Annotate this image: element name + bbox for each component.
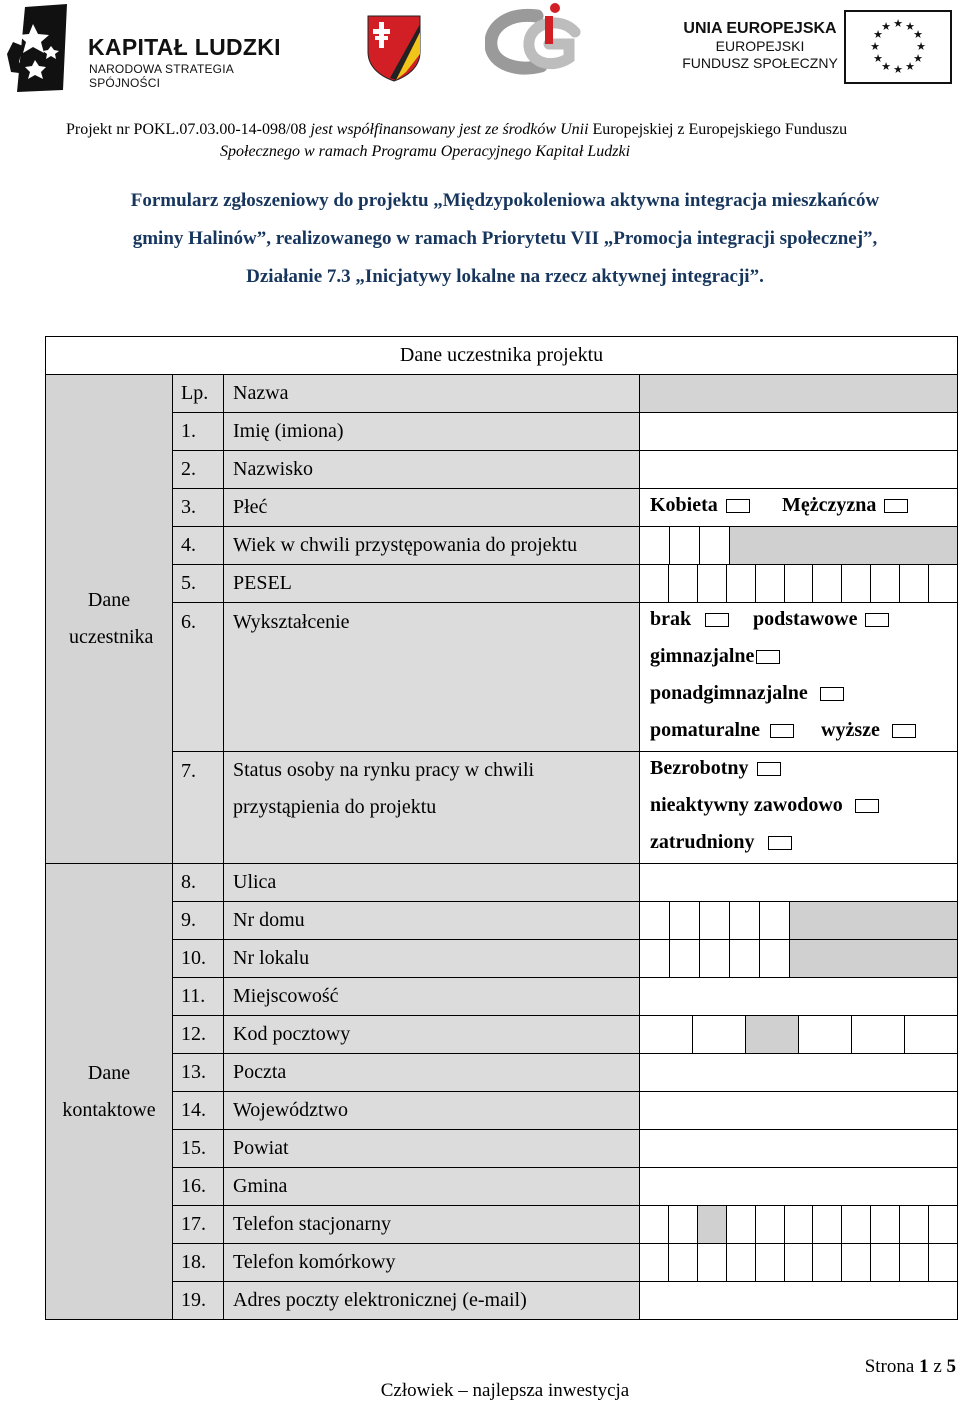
education-secondary-checkbox[interactable] (820, 687, 844, 701)
row-num: 1. (173, 413, 224, 451)
row-label: Nr domu (224, 902, 640, 940)
row-label: Wykształcenie (224, 603, 640, 752)
row-num: 18. (173, 1244, 224, 1282)
status-inactive-label: nieaktywny zawodowo (650, 794, 843, 816)
mobile-digit-cell[interactable] (871, 1244, 900, 1281)
landline-digit-cell[interactable] (929, 1206, 957, 1243)
page-current: 1 (919, 1356, 929, 1377)
eu-logo (680, 20, 840, 72)
house-number-cell[interactable] (670, 902, 700, 939)
group-label-contact (46, 864, 173, 1320)
project-funding-text3: Społecznego w ramach Programu Operacyjnego Kapitał Ludzki (220, 143, 631, 160)
kapital-ludzki-subtitle: NARODOWA STRATEGIA SPÓJNOŚCI (89, 62, 234, 90)
education-option-none (650, 608, 729, 631)
project-number: Projekt nr POKL.07.03.00-14-098/08 (66, 121, 307, 138)
local-initiative-logo-icon (485, 2, 585, 80)
postal-code-cell[interactable] (799, 1016, 852, 1053)
landline-digit-cell[interactable] (640, 1206, 669, 1243)
pesel-digit-cell[interactable] (698, 565, 727, 602)
svg-text:★: ★ (913, 52, 923, 65)
svg-text:★: ★ (913, 28, 923, 41)
house-number-blank-cell (790, 902, 957, 939)
row-label: Wiek w chwili przystępowania do projektu (224, 527, 640, 565)
page-total: 5 (946, 1356, 956, 1377)
row-label: Adres poczty elektronicznej (e-mail) (224, 1282, 640, 1320)
header-blank-cell (640, 375, 958, 413)
row-label: Nazwisko (224, 451, 640, 489)
apartment-number-cell[interactable] (640, 940, 670, 977)
row-num: 12. (173, 1016, 224, 1054)
education-postsecondary-checkbox[interactable] (770, 724, 794, 738)
mobile-digit-cell[interactable] (640, 1244, 669, 1281)
post-office-field[interactable] (640, 1054, 958, 1092)
first-name-field[interactable] (640, 413, 958, 451)
apartment-number-cell[interactable] (760, 940, 790, 977)
house-number-cell[interactable] (730, 902, 760, 939)
pesel-digit-cells (640, 565, 957, 602)
name-header: Nazwa (224, 375, 640, 413)
project-funding-line1 (66, 121, 847, 139)
landline-digit-cell[interactable] (727, 1206, 756, 1243)
row-num: 2. (173, 451, 224, 489)
group-label-participant (46, 375, 173, 864)
kapital-ludzki-name: KAPITAŁ LUDZKI (88, 34, 281, 60)
status-option-inactive (650, 794, 879, 817)
row-label: Kod pocztowy (224, 1016, 640, 1054)
mobile-digit-cell[interactable] (929, 1244, 957, 1281)
email-field[interactable] (640, 1282, 958, 1320)
form-title-line2: gminy Halinów”, realizowanego w ramach Priorytetu VII „Promocja integracji społecznej”, (132, 228, 878, 249)
footer-slogan: Człowiek – najlepsza inwestycja (380, 1380, 630, 1401)
row-label: Telefon stacjonarny (224, 1206, 640, 1244)
status-employed-checkbox[interactable] (768, 836, 792, 850)
lp-header: Lp. (173, 375, 224, 413)
landline-digit-cell[interactable] (669, 1206, 698, 1243)
row-label: Województwo (224, 1092, 640, 1130)
row-num: 7. (173, 752, 224, 864)
row-label-status (224, 752, 640, 864)
education-option-postsecondary (650, 719, 794, 742)
row-label: Ulica (224, 864, 640, 902)
apartment-number-field (640, 940, 958, 978)
mobile-digit-cell[interactable] (900, 1244, 929, 1281)
pesel-digit-cell[interactable] (756, 565, 785, 602)
city-field[interactable] (640, 978, 958, 1016)
status-employed-label: zatrudniony (650, 831, 755, 853)
row-num: 13. (173, 1054, 224, 1092)
pesel-digit-cell[interactable] (640, 565, 669, 602)
eu-name: UNIA EUROPEJSKA (683, 20, 837, 37)
row-num: 14. (173, 1092, 224, 1130)
row-label: Gmina (224, 1168, 640, 1206)
form-title-line3: Działanie 7.3 „Inicjatywy lokalne na rzecz aktywnej integracji”. (246, 266, 764, 287)
participant-form-table (45, 336, 958, 1320)
mobile-digit-cells (640, 1244, 957, 1281)
commune-field[interactable] (640, 1168, 958, 1206)
row-label: Status osoby na rynku pracy w chwili (233, 759, 535, 781)
postal-code-separator-cell (746, 1016, 799, 1053)
kapital-ludzki-logo (5, 2, 305, 97)
education-option-gymnasium (650, 645, 780, 668)
pesel-digit-cell[interactable] (785, 565, 814, 602)
education-option-primary (753, 608, 889, 631)
mobile-digit-cell[interactable] (698, 1244, 727, 1281)
mobile-digit-cell[interactable] (842, 1244, 871, 1281)
form-title-line1: Formularz zgłoszeniowy do projektu „Międzypokoleniowa aktywna integracja mieszkańców (130, 190, 880, 211)
mobile-digit-cell[interactable] (756, 1244, 785, 1281)
education-option-secondary (650, 682, 844, 705)
eu-flag-icon (844, 10, 952, 84)
house-number-cell[interactable] (760, 902, 790, 939)
postal-code-cell[interactable] (693, 1016, 746, 1053)
row-label: Powiat (224, 1130, 640, 1168)
apartment-number-cell[interactable] (730, 940, 760, 977)
svg-text:★: ★ (870, 40, 880, 53)
status-options-cell (640, 752, 958, 864)
landline-digit-cell[interactable] (756, 1206, 785, 1243)
landline-digit-cell[interactable] (900, 1206, 929, 1243)
eu-fund-line1: EUROPEJSKI (715, 38, 805, 54)
sex-male-checkbox[interactable] (884, 499, 908, 513)
mobile-digit-cell[interactable] (727, 1244, 756, 1281)
sex-female-label: Kobieta (650, 494, 718, 516)
house-number-field (640, 902, 958, 940)
house-number-cell[interactable] (640, 902, 670, 939)
table-heading: Dane uczestnika projektu (46, 337, 958, 375)
mobile-digit-cell[interactable] (813, 1244, 842, 1281)
row-num: 8. (173, 864, 224, 902)
page-of: z (933, 1356, 942, 1377)
svg-text:★: ★ (881, 20, 891, 33)
svg-text:★: ★ (893, 17, 903, 30)
apartment-number-blank-cell (790, 940, 957, 977)
svg-text:★: ★ (893, 63, 903, 76)
status-unemployed-label: Bezrobotny (650, 757, 749, 779)
row-num: 4. (173, 527, 224, 565)
age-blank-cell (730, 527, 957, 564)
education-options-cell (640, 603, 958, 752)
row-label: Płeć (224, 489, 640, 527)
svg-text:★: ★ (873, 28, 883, 41)
mobile-digit-cell[interactable] (669, 1244, 698, 1281)
status-option-employed (650, 831, 792, 854)
sex-female-checkbox[interactable] (726, 499, 750, 513)
pesel-digit-cell[interactable] (900, 565, 929, 602)
pesel-digit-cell[interactable] (929, 565, 957, 602)
apartment-number-cell[interactable] (700, 940, 730, 977)
education-primary-label: podstawowe (753, 608, 858, 630)
education-gymnasium-checkbox[interactable] (756, 650, 780, 664)
svg-text:★: ★ (905, 20, 915, 33)
row-num: 9. (173, 902, 224, 940)
row-num: 6. (173, 603, 224, 752)
kapital-ludzki-emblem-icon (5, 2, 69, 94)
house-number-cell[interactable] (700, 902, 730, 939)
coat-of-arms-icon (366, 14, 422, 82)
landline-digit-cell[interactable] (785, 1206, 814, 1243)
row-num: 19. (173, 1282, 224, 1320)
education-secondary-label: ponadgimnazjalne (650, 682, 808, 704)
svg-text:★: ★ (916, 40, 926, 53)
postal-code-cell[interactable] (905, 1016, 957, 1053)
county-field[interactable] (640, 1130, 958, 1168)
row-num: 10. (173, 940, 224, 978)
sex-option-female (650, 494, 750, 517)
landline-digit-cell[interactable] (871, 1206, 900, 1243)
sex-options-cell (640, 489, 958, 527)
age-digit-cell[interactable] (670, 527, 700, 564)
street-field[interactable] (640, 864, 958, 902)
project-funding-line2 (220, 143, 630, 161)
education-higher-checkbox[interactable] (892, 724, 916, 738)
voivodeship-field[interactable] (640, 1092, 958, 1130)
status-option-unemployed (650, 757, 781, 780)
age-digit-cell[interactable] (640, 527, 670, 564)
last-name-field[interactable] (640, 451, 958, 489)
status-unemployed-checkbox[interactable] (757, 762, 781, 776)
row-label: Nr lokalu (224, 940, 640, 978)
svg-text:★: ★ (905, 60, 915, 73)
row-label: Imię (imiona) (224, 413, 640, 451)
form-title (70, 182, 940, 296)
pesel-field (640, 565, 958, 603)
row-label: Poczta (224, 1054, 640, 1092)
landline-separator-cell (698, 1206, 727, 1243)
group-label-contact-text: Dane kontaktowe (62, 1061, 156, 1121)
pesel-digit-cell[interactable] (669, 565, 698, 602)
project-funding-text2: Europejskiej z Europejskiego Funduszu (592, 121, 848, 138)
education-option-higher (821, 719, 916, 742)
row-num: 5. (173, 565, 224, 603)
age-digit-cells (640, 527, 957, 564)
pesel-digit-cell[interactable] (871, 565, 900, 602)
apartment-number-cell[interactable] (670, 940, 700, 977)
postal-code-cell[interactable] (640, 1016, 693, 1053)
education-gymnasium-label: gimnazjalne (650, 645, 755, 667)
education-higher-label: wyższe (821, 719, 880, 741)
eu-fund-line2: FUNDUSZ SPOŁECZNY (682, 55, 838, 71)
page-word: Strona (864, 1356, 915, 1377)
pesel-digit-cell[interactable] (842, 565, 871, 602)
landline-digit-cell[interactable] (813, 1206, 842, 1243)
row-label: Telefon komórkowy (224, 1244, 640, 1282)
mobile-digit-cell[interactable] (785, 1244, 814, 1281)
age-field (640, 527, 958, 565)
education-primary-checkbox[interactable] (865, 613, 889, 627)
postal-code-cells (640, 1016, 957, 1053)
svg-text:★: ★ (873, 52, 883, 65)
apartment-number-cells (640, 940, 957, 977)
pesel-digit-cell[interactable] (813, 565, 842, 602)
group-label-participant-text: Dane uczestnika (69, 589, 154, 648)
page-number (865, 1356, 956, 1378)
landline-field (640, 1206, 958, 1244)
project-funding-text: jest współfinansowany jest ze środków Unii (310, 121, 589, 138)
svg-text:★: ★ (881, 60, 891, 73)
sex-male-label: Mężczyzna (782, 494, 877, 516)
landline-digit-cell[interactable] (842, 1206, 871, 1243)
education-none-label: brak (650, 608, 692, 630)
mobile-field (640, 1244, 958, 1282)
status-inactive-checkbox[interactable] (855, 799, 879, 813)
row-label: Miejscowość (224, 978, 640, 1016)
row-num: 3. (173, 489, 224, 527)
education-postsecondary-label: pomaturalne (650, 719, 760, 741)
row-num: 15. (173, 1130, 224, 1168)
row-num: 17. (173, 1206, 224, 1244)
landline-digit-cells (640, 1206, 957, 1243)
row-label-continued: przystąpienia do projektu (233, 796, 437, 818)
education-none-checkbox[interactable] (705, 613, 729, 627)
sex-option-male (782, 494, 908, 517)
row-num: 11. (173, 978, 224, 1016)
age-digit-cell[interactable] (700, 527, 730, 564)
postal-code-field (640, 1016, 958, 1054)
row-label: PESEL (224, 565, 640, 603)
pesel-digit-cell[interactable] (727, 565, 756, 602)
row-num: 16. (173, 1168, 224, 1206)
postal-code-cell[interactable] (852, 1016, 905, 1053)
house-number-cells (640, 902, 957, 939)
